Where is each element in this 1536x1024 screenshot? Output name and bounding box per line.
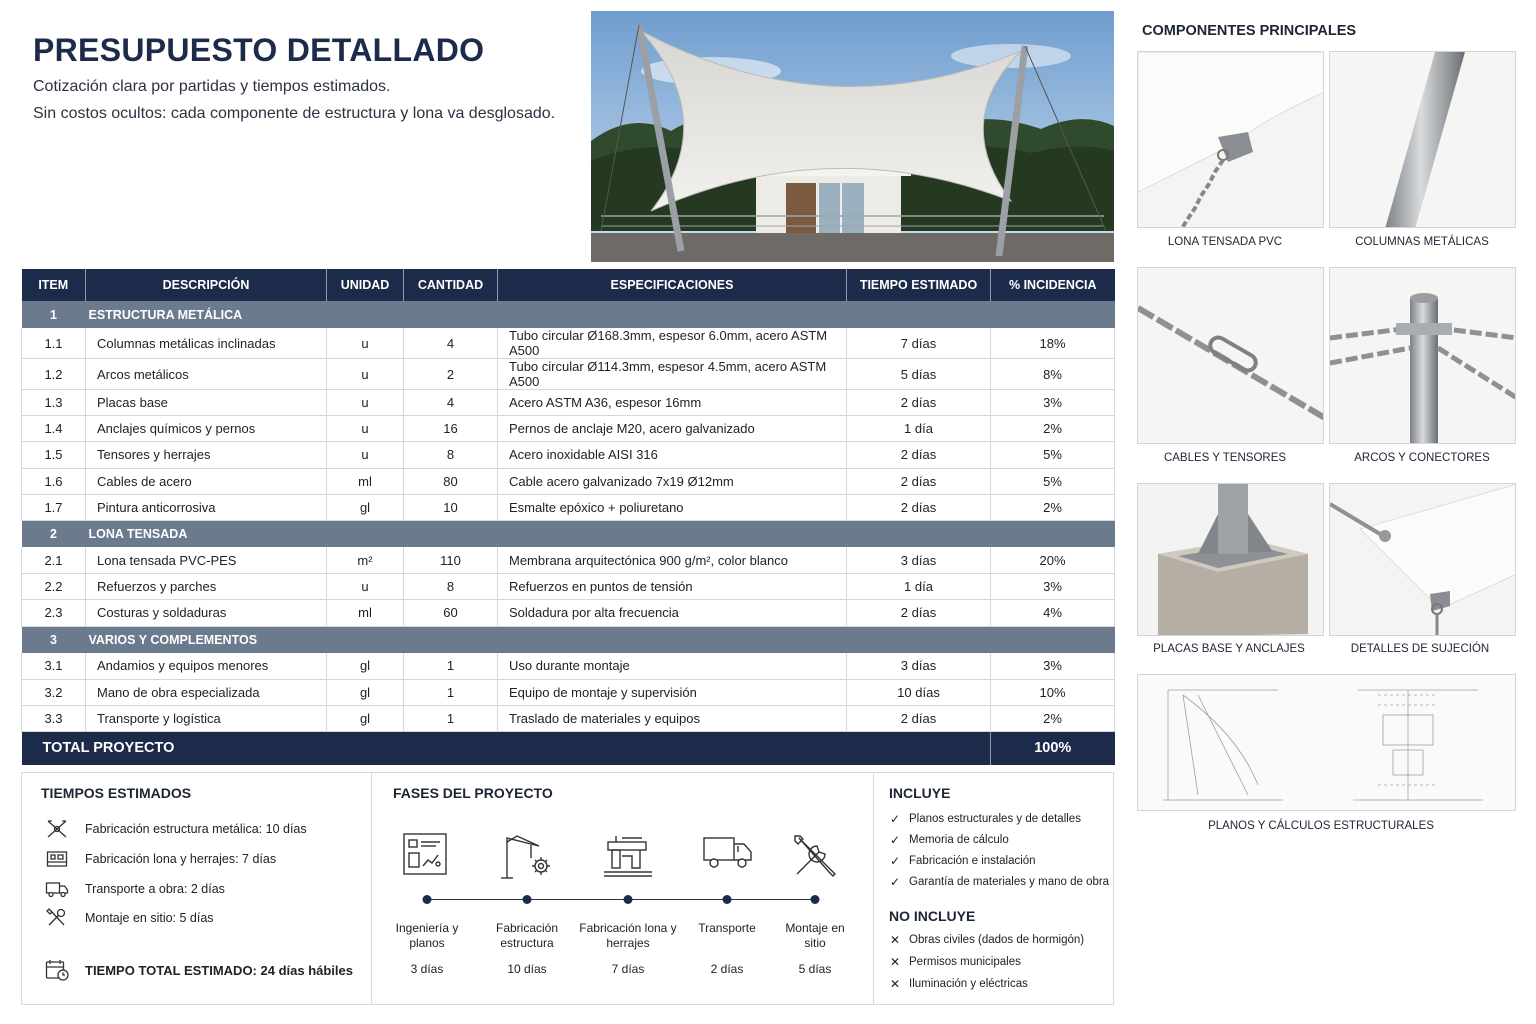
table-row <box>22 390 1115 416</box>
tiempo-item <box>45 908 214 928</box>
cell-item: 3.1 <box>22 653 86 679</box>
section-row <box>22 301 1115 328</box>
tiempo-item-text: Fabricación lona y herrajes: 7 días <box>85 852 277 866</box>
cell-especificaciones: Equipo de montaje y supervisión <box>498 679 847 705</box>
col-header-tiempo: TIEMPO ESTIMADO <box>847 269 991 301</box>
cell-tiempo: 2 días <box>847 468 991 494</box>
incluye-item-text: Planos estructurales y de detalles <box>909 813 1081 825</box>
incluye-item <box>888 833 1009 847</box>
hero-image <box>591 11 1114 262</box>
no-incluye-title: NO INCLUYE <box>889 908 976 924</box>
calendar-icon <box>45 960 69 980</box>
cell-cantidad: 4 <box>404 390 498 416</box>
col-header-descripcion: DESCRIPCIÓN <box>86 269 327 301</box>
phase-days: 3 días <box>410 962 444 976</box>
table-header-row <box>22 269 1115 301</box>
cell-unidad: gl <box>327 494 404 520</box>
timeline-dot <box>423 895 432 904</box>
cell-especificaciones: Pernos de anclaje M20, acero galvanizado <box>498 416 847 442</box>
total-row <box>22 732 1115 765</box>
truck-icon <box>702 832 754 877</box>
cell-unidad: u <box>327 416 404 442</box>
section-title: LONA TENSADA <box>86 520 1115 547</box>
timeline-dot <box>523 895 532 904</box>
cell-descripcion: Columnas metálicas inclinadas <box>86 328 327 359</box>
cell-unidad: u <box>327 442 404 468</box>
cell-incidencia: 18% <box>991 328 1115 359</box>
cell-unidad: m² <box>327 547 404 573</box>
incluye-item <box>888 854 1036 868</box>
cell-descripcion: Costuras y soldaduras <box>86 600 327 626</box>
timeline-dot <box>624 895 633 904</box>
cell-cantidad: 1 <box>404 705 498 731</box>
section-title: ESTRUCTURA METÁLICA <box>86 301 1115 328</box>
cell-tiempo: 2 días <box>847 494 991 520</box>
tiempo-item-text: Fabricación estructura metálica: 10 días <box>85 822 307 836</box>
cell-descripcion: Refuerzos y parches <box>86 574 327 600</box>
component-caption: PLACAS BASE Y ANCLAJES <box>1153 643 1305 655</box>
total-percentage: 100% <box>991 732 1115 765</box>
table-row <box>22 705 1115 731</box>
cell-incidencia: 3% <box>991 653 1115 679</box>
cell-cantidad: 4 <box>404 328 498 359</box>
cell-incidencia: 5% <box>991 442 1115 468</box>
cell-item: 3.3 <box>22 705 86 731</box>
cell-item: 3.2 <box>22 679 86 705</box>
cell-descripcion: Anclajes químicos y pernos <box>86 416 327 442</box>
cell-especificaciones: Refuerzos en puntos de tensión <box>498 574 847 600</box>
timeline-dot <box>811 895 820 904</box>
table-row <box>22 359 1115 390</box>
cell-unidad: ml <box>327 468 404 494</box>
cell-incidencia: 20% <box>991 547 1115 573</box>
cell-tiempo: 10 días <box>847 679 991 705</box>
cell-especificaciones: Soldadura por alta frecuencia <box>498 600 847 626</box>
table-row <box>22 328 1115 359</box>
cell-especificaciones: Acero inoxidable AISI 316 <box>498 442 847 468</box>
tiempo-total-text: TIEMPO TOTAL ESTIMADO: 24 días hábiles <box>85 962 353 978</box>
total-label: TOTAL PROYECTO <box>22 732 991 765</box>
fases-title: FASES DEL PROYECTO <box>393 785 553 801</box>
cell-unidad: gl <box>327 705 404 731</box>
cell-unidad: gl <box>327 679 404 705</box>
table-row <box>22 679 1115 705</box>
check-icon: ✓ <box>889 812 901 826</box>
cell-tiempo: 2 días <box>847 705 991 731</box>
tools-icon <box>45 908 69 928</box>
cell-incidencia: 8% <box>991 359 1115 390</box>
cell-descripcion: Lona tensada PVC-PES <box>86 547 327 573</box>
cell-tiempo: 1 día <box>847 416 991 442</box>
cell-item: 1.2 <box>22 359 86 390</box>
section-number: 1 <box>22 301 86 328</box>
cell-descripcion: Pintura anticorrosiva <box>86 494 327 520</box>
page-subtitle: Cotización clara por partidas y tiempos estimados. <box>33 78 391 95</box>
cell-tiempo: 2 días <box>847 600 991 626</box>
cell-tiempo: 3 días <box>847 653 991 679</box>
cell-item: 1.6 <box>22 468 86 494</box>
cell-especificaciones: Traslado de materiales y equipos <box>498 705 847 731</box>
no-incluye-item-text: Permisos municipales <box>909 956 1021 968</box>
component-card-sujecion <box>1329 483 1516 636</box>
table-row <box>22 468 1115 494</box>
no-incluye-item-text: Obras civiles (dados de hormigón) <box>909 934 1085 946</box>
cell-cantidad: 2 <box>404 359 498 390</box>
cell-cantidad: 10 <box>404 494 498 520</box>
section-row <box>22 626 1115 653</box>
cell-cantidad: 8 <box>404 442 498 468</box>
component-card-cables <box>1137 267 1324 444</box>
budget-table <box>21 269 1115 765</box>
phase-days: 10 días <box>507 962 547 976</box>
cell-incidencia: 10% <box>991 679 1115 705</box>
cell-tiempo: 7 días <box>847 328 991 359</box>
wrench-screwdriver-icon <box>791 832 839 885</box>
cell-descripcion: Arcos metálicos <box>86 359 327 390</box>
tiempo-item-text: Montaje en sitio: 5 días <box>85 911 214 925</box>
component-caption: ARCOS Y CONECTORES <box>1354 452 1490 464</box>
incluye-item-text: Garantía de materiales y mano de obra <box>909 876 1110 888</box>
cell-incidencia: 3% <box>991 390 1115 416</box>
check-icon: ✓ <box>889 833 901 847</box>
cell-item: 2.1 <box>22 547 86 573</box>
cell-cantidad: 110 <box>404 547 498 573</box>
check-icon: ✓ <box>889 854 901 868</box>
section-number: 3 <box>22 626 86 653</box>
col-header-unidad: UNIDAD <box>327 269 404 301</box>
cell-incidencia: 5% <box>991 468 1115 494</box>
table-row <box>22 442 1115 468</box>
cross-icon: ✕ <box>889 933 901 947</box>
cell-unidad: ml <box>327 600 404 626</box>
cell-especificaciones: Cable acero galvanizado 7x19 Ø12mm <box>498 468 847 494</box>
section-row <box>22 520 1115 547</box>
tiempo-item <box>45 849 276 869</box>
cross-icon: ✕ <box>889 955 901 969</box>
phase-days: 7 días <box>611 962 645 976</box>
component-card-columnas <box>1329 51 1516 228</box>
phase-name: Fabricación lona y herrajes <box>579 921 677 950</box>
section-title: VARIOS Y COMPLEMENTOS <box>86 626 1115 653</box>
phase-name: Transporte <box>698 921 756 935</box>
incluye-item-text: Memoria de cálculo <box>909 834 1009 846</box>
components-title: COMPONENTES PRINCIPALES <box>1142 23 1357 39</box>
incluye-item <box>888 875 1109 889</box>
cell-tiempo: 2 días <box>847 442 991 468</box>
no-incluye-item <box>888 955 1021 969</box>
cell-descripcion: Cables de acero <box>86 468 327 494</box>
cell-item: 1.4 <box>22 416 86 442</box>
cell-item: 1.7 <box>22 494 86 520</box>
cell-especificaciones: Tubo circular Ø114.3mm, espesor 4.5mm, acero ASTM A500 <box>498 359 847 390</box>
table-row <box>22 574 1115 600</box>
cell-especificaciones: Uso durante montaje <box>498 653 847 679</box>
table-row <box>22 653 1115 679</box>
component-card-planos <box>1137 674 1516 811</box>
cell-item: 2.2 <box>22 574 86 600</box>
cell-incidencia: 4% <box>991 600 1115 626</box>
component-caption: CABLES Y TENSORES <box>1163 452 1287 464</box>
cell-incidencia: 2% <box>991 705 1115 731</box>
cell-descripcion: Mano de obra especializada <box>86 679 327 705</box>
cell-cantidad: 16 <box>404 416 498 442</box>
check-icon: ✓ <box>889 875 901 889</box>
cell-unidad: u <box>327 328 404 359</box>
cell-descripcion: Tensores y herrajes <box>86 442 327 468</box>
cell-cantidad: 8 <box>404 574 498 600</box>
component-caption: COLUMNAS METÁLICAS <box>1355 236 1489 248</box>
tiempo-item <box>45 879 225 899</box>
cross-icon: ✕ <box>889 977 901 991</box>
cell-tiempo: 1 día <box>847 574 991 600</box>
col-header-incidencia: % INCIDENCIA <box>991 269 1115 301</box>
table-row <box>22 600 1115 626</box>
cell-especificaciones: Esmalte epóxico + poliuretano <box>498 494 847 520</box>
col-header-cantidad: CANTIDAD <box>404 269 498 301</box>
page-subtitle-2: Sin costos ocultos: cada componente de estructura y lona va desglosado. <box>33 105 556 122</box>
timeline-line <box>427 899 815 900</box>
col-header-especificaciones: ESPECIFICACIONES <box>498 269 847 301</box>
welding-icon <box>45 819 69 839</box>
no-incluye-item <box>888 977 1028 991</box>
component-caption: PLANOS Y CÁLCULOS ESTRUCTURALES <box>1208 820 1434 832</box>
tiempos-title: TIEMPOS ESTIMADOS <box>41 785 192 801</box>
sewing-machine-icon <box>45 849 69 869</box>
cell-especificaciones: Membrana arquitectónica 900 g/m², color blanco <box>498 547 847 573</box>
cell-item: 1.1 <box>22 328 86 359</box>
cell-incidencia: 2% <box>991 416 1115 442</box>
cell-cantidad: 1 <box>404 679 498 705</box>
section-number: 2 <box>22 520 86 547</box>
incluye-item-text: Fabricación e instalación <box>909 855 1036 867</box>
cell-cantidad: 60 <box>404 600 498 626</box>
truck-icon <box>45 879 69 899</box>
phase-days: 5 días <box>798 962 832 976</box>
cell-unidad: u <box>327 359 404 390</box>
cell-item: 2.3 <box>22 600 86 626</box>
cell-especificaciones: Acero ASTM A36, espesor 16mm <box>498 390 847 416</box>
component-card-arcos <box>1329 267 1516 444</box>
table-row <box>22 416 1115 442</box>
table-row <box>22 547 1115 573</box>
table-row <box>22 494 1115 520</box>
cell-unidad: gl <box>327 653 404 679</box>
cell-especificaciones: Tubo circular Ø168.3mm, espesor 6.0mm, acero ASTM A500 <box>498 328 847 359</box>
tiempo-item <box>45 819 307 839</box>
phase-name: Montaje en sitio <box>785 921 845 950</box>
component-card-placas <box>1137 483 1324 636</box>
component-caption: LONA TENSADA PVC <box>1167 236 1283 248</box>
component-caption: DETALLES DE SUJECIÓN <box>1350 643 1490 655</box>
tiempo-item-text: Transporte a obra: 2 días <box>85 882 225 896</box>
sewing-machine-icon <box>602 832 654 885</box>
phase-days: 2 días <box>710 962 744 976</box>
component-card-lona <box>1137 51 1324 228</box>
cell-incidencia: 3% <box>991 574 1115 600</box>
cell-incidencia: 2% <box>991 494 1115 520</box>
cell-tiempo: 3 días <box>847 547 991 573</box>
timeline-dot <box>723 895 732 904</box>
cell-item: 1.5 <box>22 442 86 468</box>
page-title: PRESUPUESTO DETALLADO <box>33 32 485 68</box>
blueprint-icon <box>402 832 448 881</box>
cell-cantidad: 80 <box>404 468 498 494</box>
no-incluye-item <box>888 933 1084 947</box>
cell-tiempo: 2 días <box>847 390 991 416</box>
incluye-item <box>888 812 1081 826</box>
cell-descripcion: Transporte y logística <box>86 705 327 731</box>
tiempo-total <box>45 960 353 980</box>
cell-unidad: u <box>327 390 404 416</box>
cell-tiempo: 5 días <box>847 359 991 390</box>
cell-descripcion: Andamios y equipos menores <box>86 653 327 679</box>
no-incluye-item-text: Iluminación y eléctricas <box>909 978 1028 990</box>
phase-name: Fabricación estructura <box>495 921 559 950</box>
cell-descripcion: Placas base <box>86 390 327 416</box>
col-header-item: ITEM <box>22 269 86 301</box>
crane-gear-icon <box>499 832 555 885</box>
incluye-title: INCLUYE <box>889 785 951 801</box>
cell-item: 1.3 <box>22 390 86 416</box>
cell-unidad: u <box>327 574 404 600</box>
cell-cantidad: 1 <box>404 653 498 679</box>
phase-name: Ingeniería y planos <box>395 921 459 950</box>
